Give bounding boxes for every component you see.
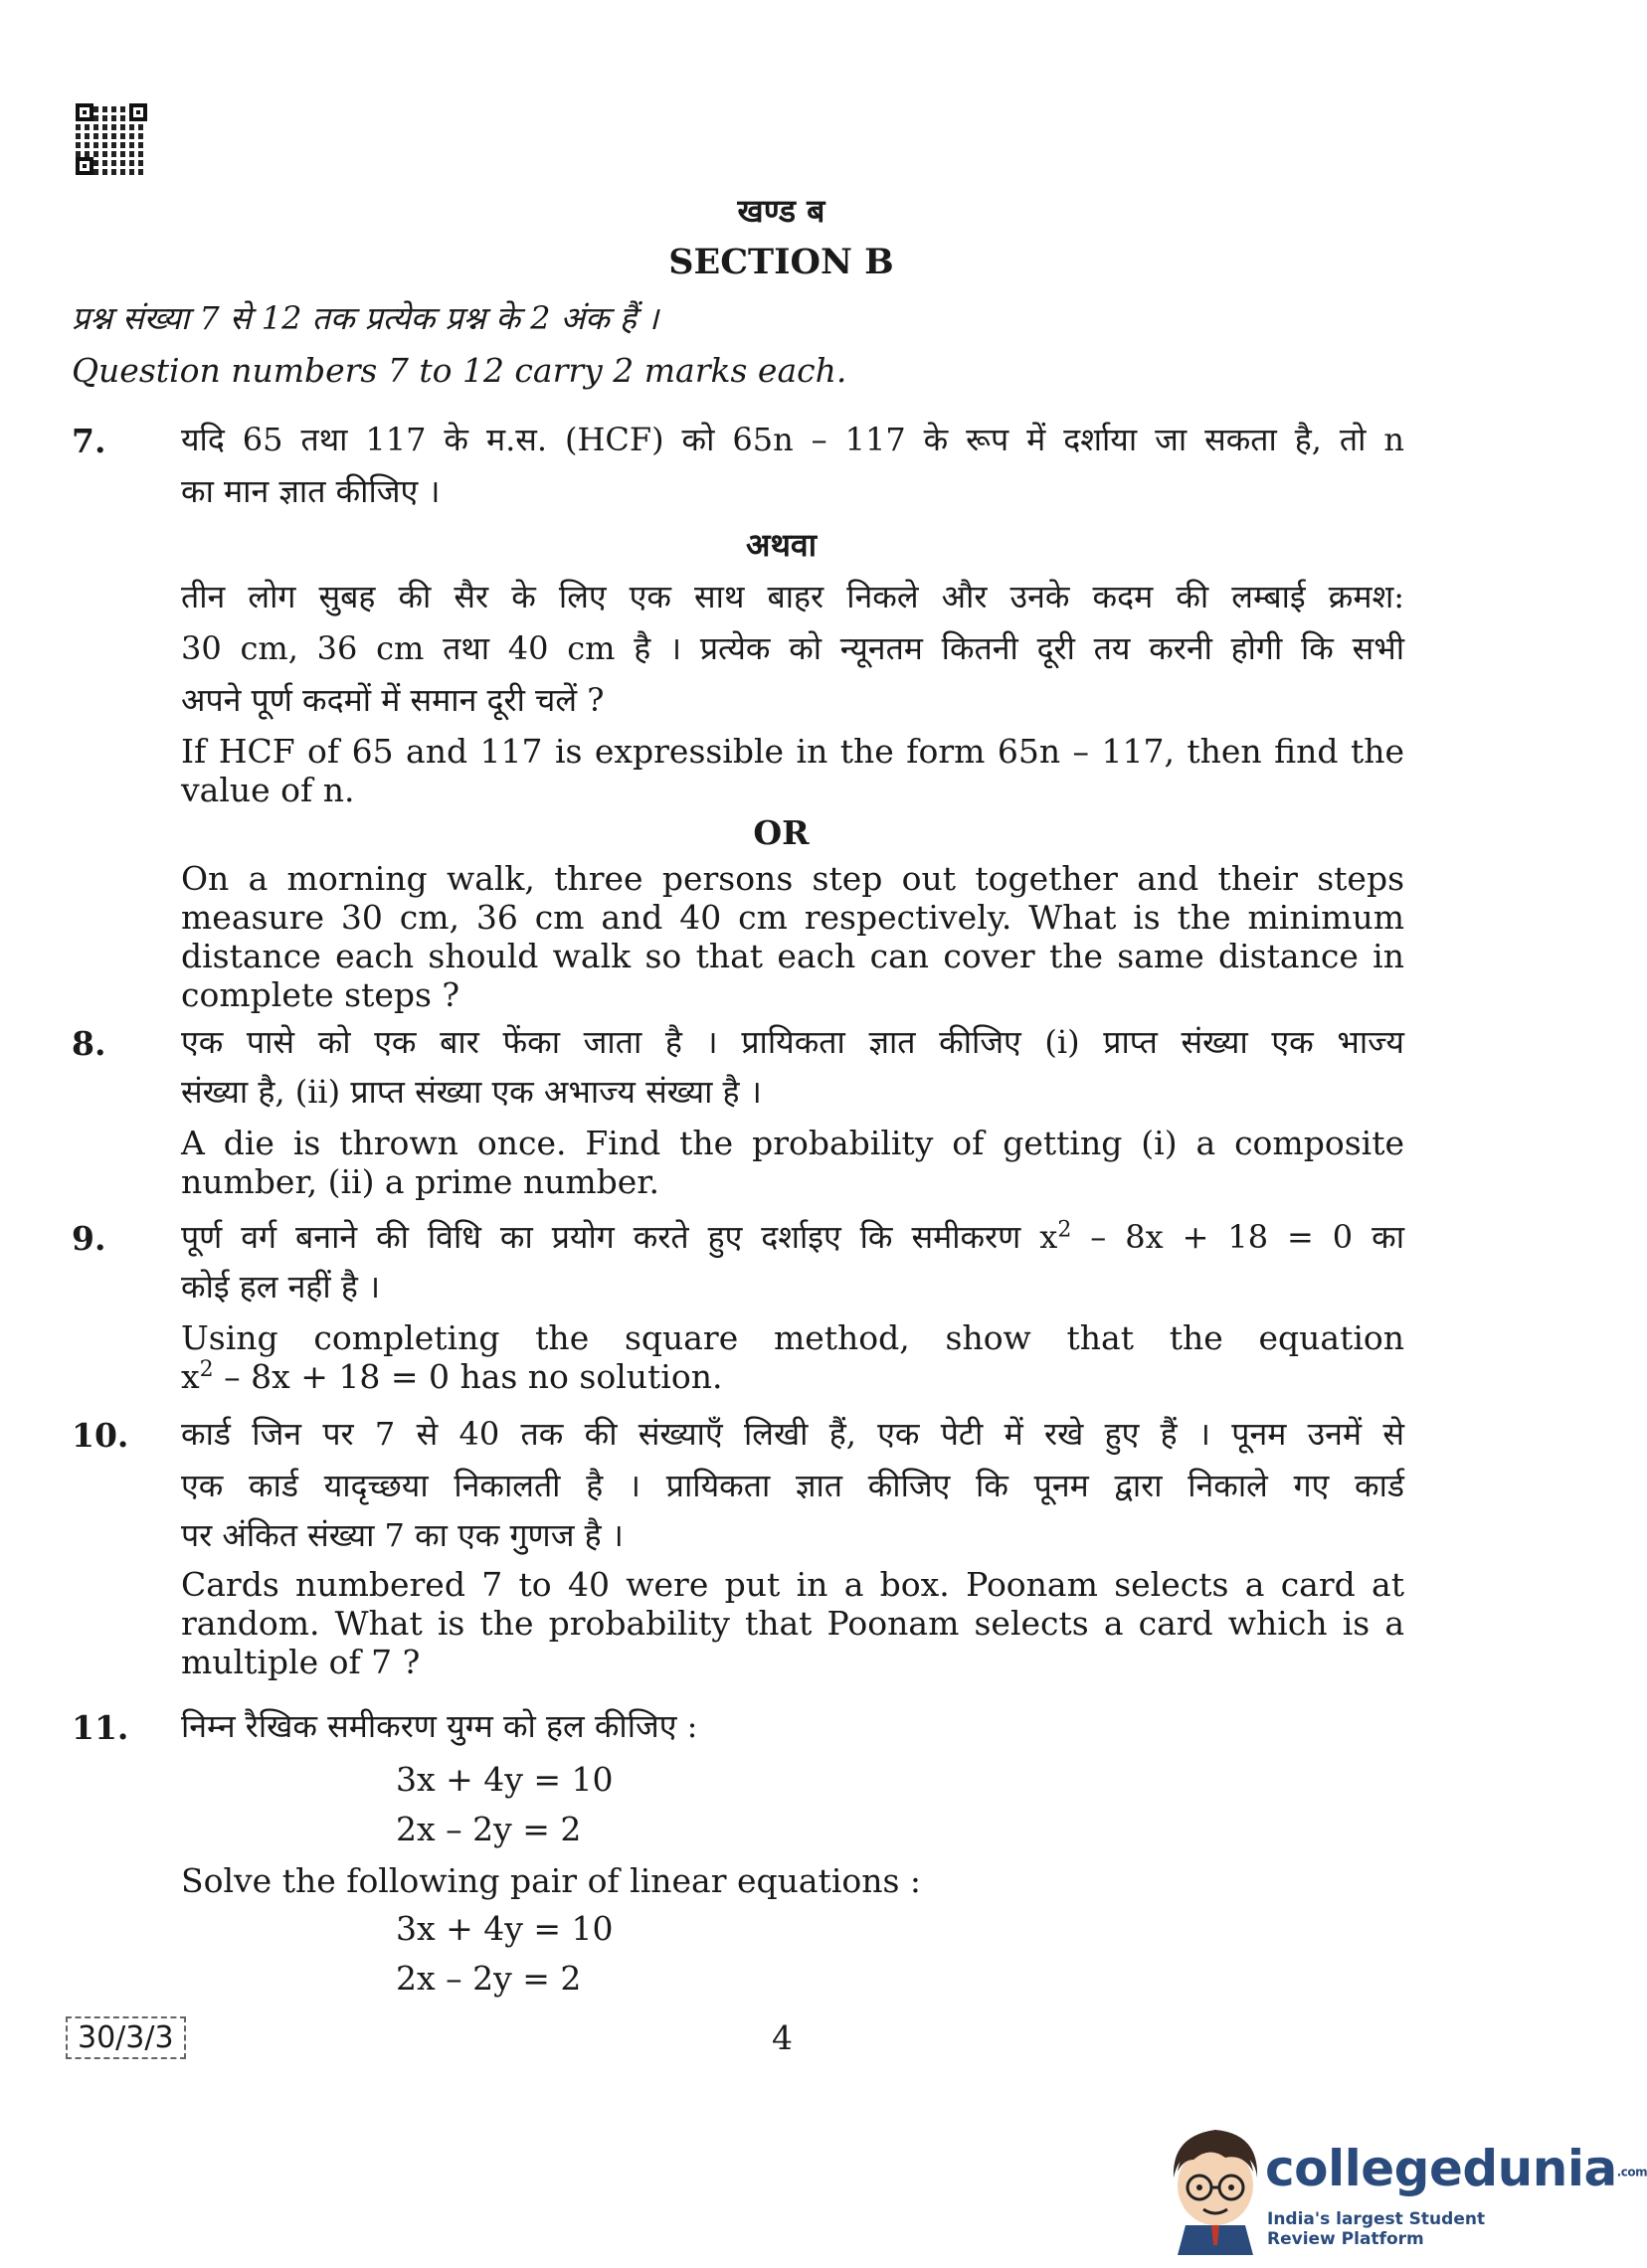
- instructions: Question numbers 7 to 12 carry 2 marks each.: [72, 351, 847, 390]
- equation: 2x – 2y = 2: [396, 1810, 582, 1848]
- q7-hindi-line: यदि 65 तथा 117 के म.स. (HCF) को 65n – 117 के रूप में दर्शाया जा सकता है, तो n: [181, 421, 1404, 458]
- q9-english-line: Using completing the square method, show that the equation: [181, 1318, 1404, 1357]
- q10-english-line: Cards numbered 7 to 40 were put in a box. Poonam selects a card at: [181, 1565, 1404, 1604]
- q9-english-line: $x^2 - 8x + 18 = 0$ has no solution.: [181, 1357, 723, 1396]
- question-number: 8.: [72, 1024, 106, 1063]
- q8-english-line: A die is thrown once. Find the probability of getting (i) a composite: [181, 1124, 1404, 1162]
- section-title: SECTION B: [668, 242, 894, 282]
- question-number: 11.: [72, 1708, 129, 1747]
- q7-alt-english-line: On a morning walk, three persons step out together and their steps: [181, 859, 1404, 898]
- qr-code: [76, 103, 147, 175]
- brand-tagline: India's largest Student Review Platform: [1267, 2209, 1486, 2249]
- question-number: 9.: [72, 1219, 106, 1258]
- or-english: OR: [753, 813, 810, 852]
- q11-hindi-line: निम्न रैखिक समीकरण युग्म को हल कीजिए :: [181, 1707, 698, 1745]
- q7-english-line: If HCF of 65 and 117 is expressible in the form 65n – 117, then find the: [181, 732, 1404, 771]
- q9-hindi-line: कोई हल नहीं है ।: [181, 1268, 381, 1306]
- student-mascot-icon: [1164, 2116, 1267, 2255]
- q7-alt-hindi-line: 30 cm, 36 cm तथा 40 cm है । प्रत्येक को न्यूनतम कितनी दूरी तय करनी होगी कि सभी: [181, 629, 1404, 667]
- brand-name: collegedunia.com: [1265, 2140, 1647, 2197]
- instructions-hindi: प्रश्न संख्या 7 से 12 तक प्रत्येक प्रश्न के 2 अंक हैं ।: [72, 299, 659, 337]
- q7-alt-english-line: complete steps ?: [181, 975, 460, 1014]
- q10-english-line: multiple of 7 ?: [181, 1643, 421, 1681]
- q9-hindi-line: पूर्ण वर्ग बनाने की विधि का प्रयोग करते हुए दर्शाइए कि समीकरण $x^2 - 8x + 18 = 0$ का: [181, 1217, 1404, 1256]
- or-hindi: अथवा: [746, 526, 817, 564]
- q10-hindi-line: पर अंकित संख्या 7 का एक गुणज है ।: [181, 1516, 624, 1554]
- q8-english-line: number, (ii) a prime number.: [181, 1162, 659, 1201]
- question-number: 7.: [72, 422, 106, 460]
- q8-hindi-line: एक पासे को एक बार फेंका जाता है । प्रायिकता ज्ञात कीजिए (i) प्राप्त संख्या एक भाज्य: [181, 1023, 1404, 1061]
- question-number: 10.: [72, 1416, 129, 1455]
- equation: 3x + 4y = 10: [396, 1909, 614, 1948]
- q7-alt-english-line: distance each should walk so that each can cover the same distance in: [181, 937, 1404, 975]
- paper-code: 30/3/3: [66, 2016, 186, 2059]
- equation: 2x – 2y = 2: [396, 1959, 582, 1998]
- q10-english-line: random. What is the probability that Poonam selects a card which is a: [181, 1604, 1404, 1643]
- section-title-hindi: खण्ड ब: [737, 192, 825, 230]
- q7-hindi-line: का मान ज्ञात कीजिए ।: [181, 472, 441, 510]
- q10-hindi-line: कार्ड जिन पर 7 से 40 तक की संख्याएँ लिखी हैं, एक पेटी में रखे हुए हैं । पूनम उनमें से: [181, 1415, 1404, 1453]
- q11-english-line: Solve the following pair of linear equations :: [181, 1861, 922, 1900]
- equation: 3x + 4y = 10: [396, 1760, 614, 1799]
- q7-alt-hindi-line: अपने पूर्ण कदमों में समान दूरी चलें ?: [181, 681, 605, 719]
- q8-hindi-line: संख्या है, (ii) प्राप्त संख्या एक अभाज्य संख्या है ।: [181, 1073, 762, 1111]
- q7-alt-english-line: measure 30 cm, 36 cm and 40 cm respectively. What is the minimum: [181, 898, 1404, 937]
- q7-english-line: value of n.: [181, 771, 355, 809]
- q10-hindi-line: एक कार्ड यादृच्छया निकालती है । प्रायिकता ज्ञात कीजिए कि पूनम द्वारा निकाले गए कार्ड: [181, 1467, 1404, 1504]
- collegedunia-logo: [1156, 2106, 1647, 2265]
- page-number: 4: [772, 2018, 793, 2057]
- q7-alt-hindi-line: तीन लोग सुबह की सैर के लिए एक साथ बाहर निकले और उनके कदम की लम्बाई क्रमश:: [181, 578, 1404, 615]
